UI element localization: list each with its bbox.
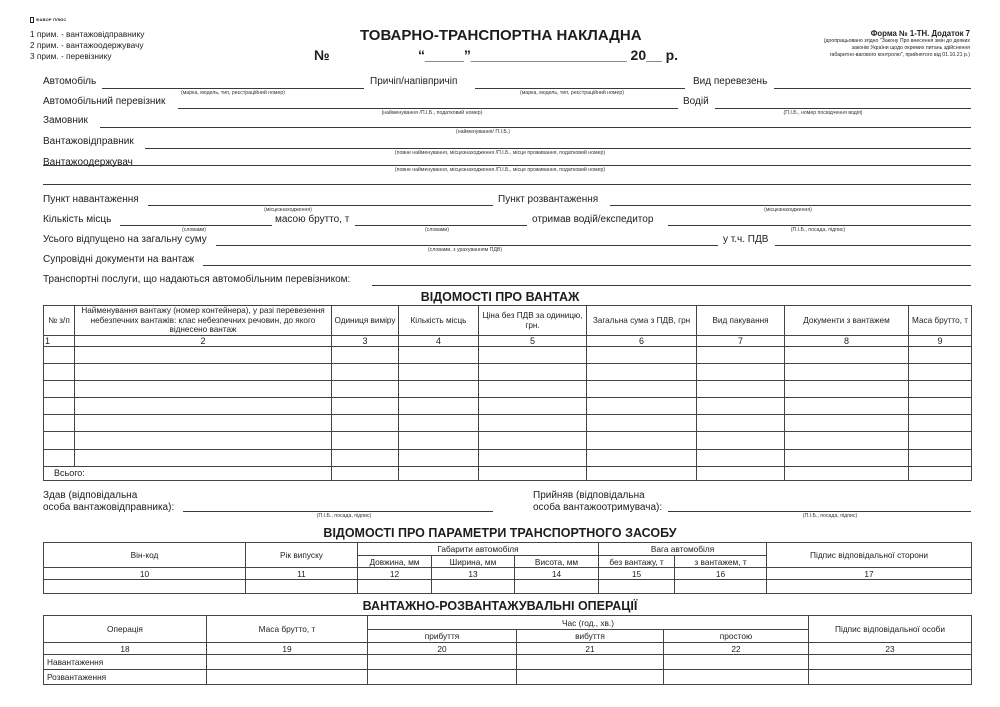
cell[interactable] — [332, 364, 399, 381]
cell[interactable] — [809, 670, 972, 685]
consignee-field-2[interactable] — [43, 184, 971, 185]
total-docs-cell — [785, 466, 909, 480]
col-num-8: 8 — [785, 336, 909, 347]
signature-cell[interactable] — [767, 580, 972, 594]
col-num-13: 13 — [432, 568, 515, 580]
cell[interactable] — [587, 432, 697, 449]
col-num-12: 12 — [358, 568, 432, 580]
cell[interactable] — [909, 364, 972, 381]
carrier-field[interactable] — [178, 108, 678, 109]
col-num-3: 3 — [332, 336, 399, 347]
table-row[interactable] — [44, 670, 972, 685]
cargo-total-row — [44, 466, 972, 480]
col-arrival: прибуття — [368, 630, 517, 643]
docs-field[interactable] — [203, 265, 971, 266]
col-num-22: 22 — [664, 643, 809, 655]
cell[interactable] — [587, 381, 697, 398]
unloading-label: Розвантаження — [44, 670, 207, 685]
transport-type-field[interactable] — [774, 88, 971, 89]
total-shipped-field[interactable] — [216, 245, 718, 246]
cell[interactable] — [785, 347, 909, 364]
vehicle-params-title: ВІДОМОСТІ ПРО ПАРАМЕТРИ ТРАНСПОРТНОГО ЗАСОБУ — [323, 526, 677, 540]
col-num-10: 10 — [44, 568, 246, 580]
col-num-11: 11 — [246, 568, 358, 580]
handed-label-1: Здав (відповідальна — [43, 490, 138, 501]
cell[interactable] — [368, 655, 517, 670]
total-unit-cell — [332, 466, 399, 480]
cell[interactable] — [332, 432, 399, 449]
col-time: Час (год., хв.) — [368, 616, 809, 630]
cell[interactable] — [785, 364, 909, 381]
cell[interactable] — [587, 347, 697, 364]
cell[interactable] — [587, 398, 697, 415]
table-row[interactable] — [44, 398, 972, 415]
cell[interactable] — [697, 398, 785, 415]
cell[interactable] — [785, 381, 909, 398]
date-field[interactable]: “_____”____________________ 20__ р. — [418, 47, 679, 63]
services-field[interactable] — [372, 285, 971, 286]
cell[interactable] — [909, 381, 972, 398]
cell[interactable] — [75, 432, 332, 449]
col-num-2: 2 — [75, 336, 332, 347]
table-row[interactable] — [44, 415, 972, 432]
cell[interactable] — [75, 381, 332, 398]
col-num-4: 4 — [399, 336, 479, 347]
col-with-cargo: з вантажем, т — [675, 556, 767, 568]
col-num-16: 16 — [675, 568, 767, 580]
cell[interactable] — [479, 398, 587, 415]
number-sign: № — [314, 47, 330, 63]
cell[interactable] — [44, 364, 75, 381]
trailer-label: Причіп/напівпричіп — [370, 76, 458, 87]
shipper-field[interactable] — [145, 148, 971, 149]
cell[interactable] — [697, 415, 785, 432]
vehicle-field[interactable] — [102, 88, 364, 89]
places-field[interactable] — [120, 225, 272, 226]
table-row[interactable] — [44, 432, 972, 449]
places-label: Кількість місць — [43, 214, 112, 225]
copy-note-2: 2 прим. - вантажоодержувачу — [30, 40, 144, 50]
operations-numbers-row — [44, 643, 972, 655]
total-places-cell[interactable] — [399, 466, 479, 480]
logo-text: ФАВОР ПЛЮС — [36, 17, 67, 23]
total-price-cell — [479, 466, 587, 480]
form-note-1: (доопрацьовано згідно "Закону Про внесення змін до деяких — [823, 38, 970, 44]
height-cell[interactable] — [515, 580, 599, 594]
shipper-field-2[interactable] — [43, 165, 971, 166]
gross-hint: (словами) — [424, 227, 450, 233]
cargo-section-title: ВІДОМОСТІ ПРО ВАНТАЖ — [420, 290, 580, 304]
cell[interactable] — [75, 398, 332, 415]
cell[interactable] — [909, 398, 972, 415]
cell[interactable] — [909, 347, 972, 364]
total-mass-cell[interactable] — [909, 466, 972, 480]
col-departure: вибуття — [517, 630, 664, 643]
cell[interactable] — [909, 449, 972, 466]
cell[interactable] — [785, 432, 909, 449]
cell[interactable] — [479, 347, 587, 364]
cell[interactable] — [697, 432, 785, 449]
customer-field[interactable] — [100, 127, 971, 128]
col-num-17: 17 — [767, 568, 972, 580]
total-shipped-label: Усього відпущено на загальну суму — [43, 234, 207, 245]
cell[interactable] — [75, 415, 332, 432]
col-no-cargo: без вантажу, т — [599, 556, 675, 568]
copy-note-1: 1 прим. - вантажовідправнику — [30, 29, 145, 39]
docs-label: Супровідні документи на вантаж — [43, 254, 195, 265]
services-label: Транспортні послуги, що надаються автомобільним перевізником: — [43, 274, 351, 285]
table-row[interactable] — [44, 449, 972, 466]
cell[interactable] — [399, 415, 479, 432]
places-hint: (словами) — [181, 227, 207, 233]
cell[interactable] — [332, 415, 399, 432]
cell[interactable] — [44, 432, 75, 449]
with-cargo-cell[interactable] — [675, 580, 767, 594]
logo — [30, 17, 67, 23]
transport-type-label: Вид перевезень — [693, 76, 768, 87]
cell[interactable] — [479, 364, 587, 381]
col-width: Ширина, мм — [432, 556, 515, 568]
cell[interactable] — [587, 449, 697, 466]
vin-cell[interactable] — [44, 580, 246, 594]
cell[interactable] — [697, 364, 785, 381]
unloading-point-label: Пункт розвантаження — [498, 194, 599, 205]
cell[interactable] — [697, 347, 785, 364]
col-vin: Він-код — [44, 543, 246, 568]
vat-label: у т.ч. ПДВ — [723, 234, 769, 245]
cell[interactable] — [479, 449, 587, 466]
col-height: Висота, мм — [515, 556, 599, 568]
cell[interactable] — [479, 381, 587, 398]
driver-hint: (П.І.Б., номер посвідчення водія) — [783, 110, 863, 116]
received-label: отримав водій/експедитор — [532, 214, 654, 225]
cargo-numbers-row — [44, 336, 972, 347]
cell[interactable] — [332, 398, 399, 415]
received-field[interactable] — [668, 225, 971, 226]
cell[interactable] — [399, 347, 479, 364]
cell[interactable] — [479, 415, 587, 432]
col-num-19: 19 — [207, 643, 368, 655]
unloading-point-field[interactable] — [610, 205, 971, 206]
driver-label: Водій — [683, 96, 709, 107]
cell[interactable] — [44, 415, 75, 432]
consignee-label: Вантажоодержувач — [43, 157, 133, 168]
consignee-hint: (повне найменування, місцезнаходження /П.І.Б., місце проживання, податковий номер) — [394, 167, 606, 173]
customer-hint: (найменування/ П.І.Б.) — [456, 129, 510, 135]
operations-header-row-1 — [44, 616, 972, 630]
carrier-hint: (найменування /П.І.Б., податковий номер) — [381, 110, 483, 116]
col-num-7: 7 — [697, 336, 785, 347]
cell[interactable] — [44, 347, 75, 364]
table-row[interactable] — [44, 364, 972, 381]
cell[interactable] — [697, 381, 785, 398]
col-price: Ціна без ПДВ за одиницю, грн. — [479, 306, 587, 336]
col-num-14: 14 — [515, 568, 599, 580]
col-num-23: 23 — [809, 643, 972, 655]
col-num-20: 20 — [368, 643, 517, 655]
cell[interactable] — [517, 670, 664, 685]
col-idle: простою — [664, 630, 809, 643]
cell[interactable] — [587, 415, 697, 432]
length-cell[interactable] — [358, 580, 432, 594]
total-packing-cell — [697, 466, 785, 480]
cell[interactable] — [785, 449, 909, 466]
cell[interactable] — [44, 449, 75, 466]
no-cargo-cell[interactable] — [599, 580, 675, 594]
accepted-label-1: Прийняв (відповідальна — [533, 490, 645, 501]
col-responsible-signature: Підпис відповідальної особи — [809, 616, 972, 643]
handed-label-2: особа вантажовідправника): — [43, 502, 175, 513]
trailer-field[interactable] — [475, 88, 685, 89]
col-mass: Маса брутто, т — [909, 306, 972, 336]
vehicle-params-table — [43, 542, 972, 594]
cell[interactable] — [75, 449, 332, 466]
col-num-5: 5 — [479, 336, 587, 347]
unloading-hint: (місцезнаходження) — [764, 207, 812, 213]
handed-hint: (П.І.Б., посада, підпис) — [316, 513, 372, 519]
cell[interactable] — [399, 398, 479, 415]
form-note-2: законів України щодо окремих питань здійснення — [851, 45, 970, 51]
cell[interactable] — [75, 347, 332, 364]
cell[interactable] — [399, 432, 479, 449]
cell[interactable] — [479, 432, 587, 449]
cell[interactable] — [664, 655, 809, 670]
shipper-hint: (повне найменування, місцезнаходження /П.І.Б., місце проживання, податковий номер) — [394, 150, 606, 156]
vehicle-hint: (марка, модель, тип, реєстраційний номер) — [181, 90, 285, 96]
col-num-18: 18 — [44, 643, 207, 655]
cargo-header-row — [44, 306, 972, 336]
cell[interactable] — [809, 655, 972, 670]
cell[interactable] — [44, 398, 75, 415]
vat-field[interactable] — [775, 245, 971, 246]
cell[interactable] — [332, 449, 399, 466]
col-unit: Одиниця виміру — [332, 306, 399, 336]
cell[interactable] — [785, 415, 909, 432]
col-num-6: 6 — [587, 336, 697, 347]
cell[interactable] — [332, 347, 399, 364]
loading-point-label: Пункт навантаження — [43, 194, 139, 205]
gross-mass-label: масою брутто, т — [275, 214, 350, 225]
col-operation: Операція — [44, 616, 207, 643]
col-num-9: 9 — [909, 336, 972, 347]
handed-signature-field[interactable] — [183, 511, 493, 512]
vehicle-numbers-row — [44, 568, 972, 580]
customer-label: Замовник — [43, 115, 88, 126]
received-hint: (П.І.Б., посада, підпис) — [790, 227, 846, 233]
col-num-15: 15 — [599, 568, 675, 580]
driver-field[interactable] — [715, 108, 971, 109]
width-cell[interactable] — [432, 580, 515, 594]
cell[interactable] — [664, 670, 809, 685]
year-cell[interactable] — [246, 580, 358, 594]
cell[interactable] — [785, 398, 909, 415]
form-name: Форма № 1-ТН. Додаток 7 — [870, 29, 970, 38]
table-row[interactable] — [44, 580, 972, 594]
loading-label: Навантаження — [44, 655, 207, 670]
col-places: Кількість місць — [399, 306, 479, 336]
cell[interactable] — [332, 381, 399, 398]
gross-mass-field[interactable] — [355, 225, 527, 226]
vehicle-header-row-1 — [44, 543, 972, 556]
cell[interactable] — [399, 449, 479, 466]
col-num-1: 1 — [44, 336, 75, 347]
col-number: № з/п — [44, 306, 75, 336]
cell[interactable] — [587, 364, 697, 381]
copy-note-3: 3 прим. - перевізнику — [30, 51, 112, 61]
table-row[interactable] — [44, 381, 972, 398]
col-length: Довжина, мм — [358, 556, 432, 568]
col-signature: Підпис відповідальної сторони — [767, 543, 972, 568]
cargo-table — [43, 305, 972, 481]
accepted-signature-field[interactable] — [668, 511, 971, 512]
shipper-label: Вантажовідправник — [43, 136, 134, 147]
table-row[interactable] — [44, 655, 972, 670]
cell[interactable] — [44, 381, 75, 398]
cell[interactable] — [517, 655, 664, 670]
trailer-hint: (марка, модель, тип, реєстраційний номер) — [520, 90, 624, 96]
col-sum: Загальна сума з ПДВ, грн — [587, 306, 697, 336]
cell[interactable] — [207, 670, 368, 685]
carrier-label: Автомобільний перевізник — [43, 96, 166, 107]
vehicle-label: Автомобіль — [43, 76, 97, 87]
cell[interactable] — [207, 655, 368, 670]
cell[interactable] — [909, 432, 972, 449]
logo-icon — [30, 17, 34, 23]
col-cargo-name: Найменування вантажу (номер контейнера), у разі перевезення небезпечних вантажів: клас небезпечних речовин, до якого віднесено вантаж — [75, 306, 332, 336]
col-num-21: 21 — [517, 643, 664, 655]
table-row[interactable] — [44, 347, 972, 364]
total-hint: (словами, з урахуванням ПДВ) — [427, 247, 503, 253]
col-year: Рік випуску — [246, 543, 358, 568]
cell[interactable] — [75, 364, 332, 381]
cell[interactable] — [368, 670, 517, 685]
form-note-3: габаритно-вагового контролю", прийнятого від 01.10.21 р.) — [829, 52, 970, 58]
total-label: Всього: — [44, 466, 332, 480]
operations-title: ВАНТАЖНО-РОЗВАНТАЖУВАЛЬНІ ОПЕРАЦІЇ — [362, 599, 638, 613]
loading-point-field[interactable] — [148, 205, 493, 206]
cell[interactable] — [909, 415, 972, 432]
col-gross: Маса брутто, т — [207, 616, 368, 643]
page-title: ТОВАРНО-ТРАНСПОРТНА НАКЛАДНА — [360, 27, 642, 44]
loading-hint: (місцезнаходження) — [264, 207, 312, 213]
accepted-hint: (П.І.Б., посада, підпис) — [802, 513, 858, 519]
cell[interactable] — [399, 364, 479, 381]
col-packing: Вид пакування — [697, 306, 785, 336]
accepted-label-2: особа вантажоотримувача): — [533, 502, 663, 513]
col-dimensions: Габарити автомобіля — [358, 543, 599, 556]
cell[interactable] — [399, 381, 479, 398]
cell[interactable] — [697, 449, 785, 466]
col-docs: Документи з вантажем — [785, 306, 909, 336]
col-weight: Вага автомобіля — [599, 543, 767, 556]
total-sum-cell[interactable] — [587, 466, 697, 480]
operations-table — [43, 615, 972, 685]
